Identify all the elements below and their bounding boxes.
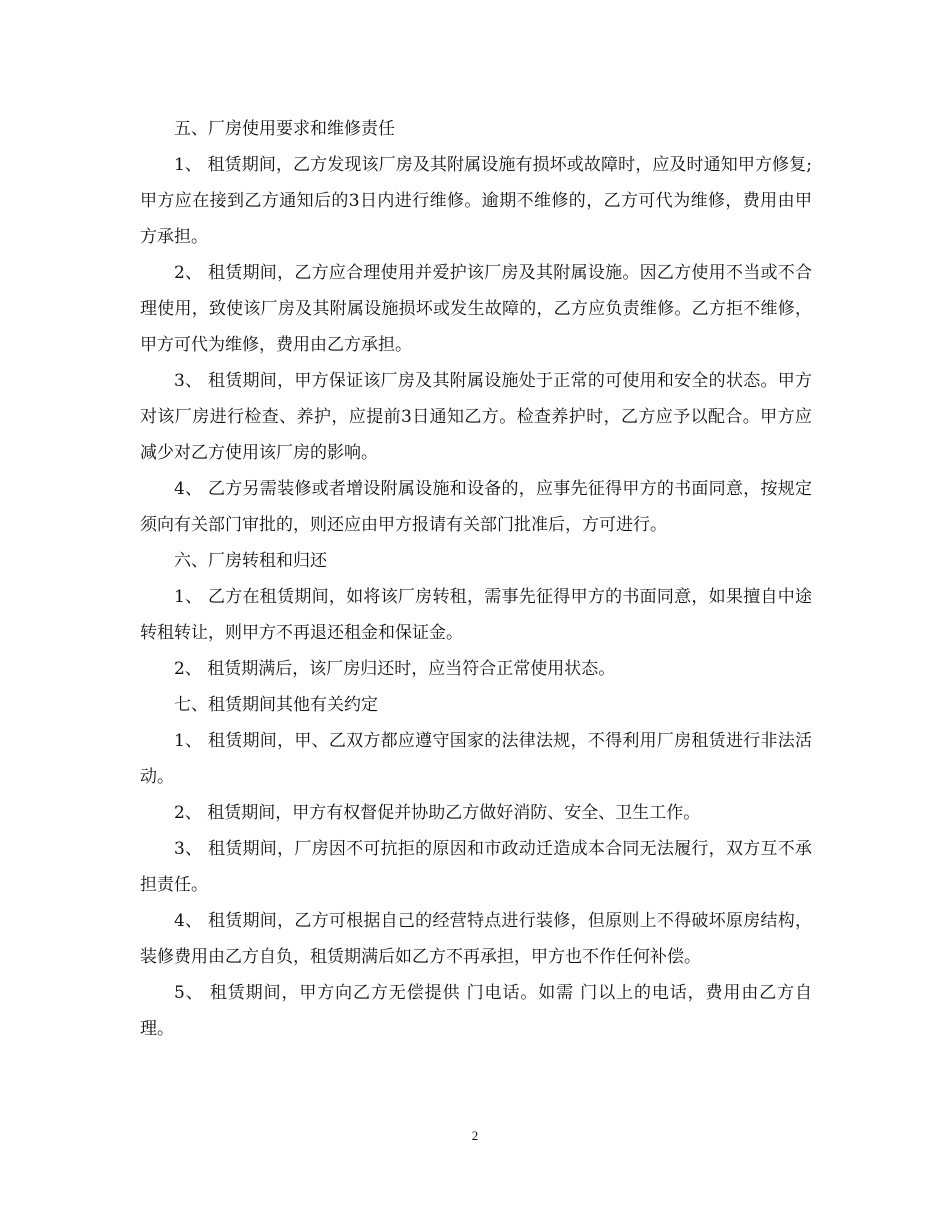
clause-7-5: 5、 租赁期间，甲方向乙方无偿提供 门电话。如需 门以上的电话，费用由乙方自理。: [140, 983, 812, 1039]
clause-7-4: 4、 租赁期间，乙方可根据自己的经营特点进行装修，但原则上不得破坏原房结构，装修费用由乙方自负，租赁期满后如乙方不再承担，甲方也不作任何补偿。: [140, 911, 812, 967]
clause-5-1: 1、 租赁期间，乙方发现该厂房及其附属设施有损坏或故障时，应及时通知甲方修复;甲方应在接到乙方通知后的3日内进行维修。逾期不维修的，乙方可代为维修，费用由甲方承担。: [140, 155, 812, 247]
clause-5-2: 2、 租赁期间，乙方应合理使用并爱护该厂房及其附属设施。因乙方使用不当或不合理使用，致使该厂房及其附属设施损坏或发生故障的，乙方应负责维修。乙方拒不维修，甲方可代为维修，费用由乙方承担。: [140, 263, 812, 355]
section-heading-5: 五、厂房使用要求和维修责任: [174, 119, 395, 139]
clause-6-2: 2、 租赁期满后，该厂房归还时，应当符合正常使用状态。: [174, 659, 616, 679]
clause-6-1: 1、 乙方在租赁期间，如将该厂房转租，需事先征得甲方的书面同意，如果擅自中途转租转让，则甲方不再退还租金和保证金。: [140, 587, 812, 643]
clause-7-2: 2、 租赁期间，甲方有权督促并协助乙方做好消防、安全、卫生工作。: [174, 803, 701, 823]
clause-7-3: 3、 租赁期间，厂房因不可抗拒的原因和市政动迁造成本合同无法履行，双方互不承担责任。: [140, 839, 812, 895]
clause-7-1: 1、 租赁期间，甲、乙双方都应遵守国家的法律法规，不得利用厂房租赁进行非法活动。: [140, 731, 812, 787]
clause-5-4: 4、 乙方另需装修或者增设附属设施和设备的，应事先征得甲方的书面同意，按规定须向有关部门审批的，则还应由甲方报请有关部门批准后，方可进行。: [140, 479, 812, 535]
page-number: 2: [471, 1128, 479, 1143]
clause-5-3: 3、 租赁期间，甲方保证该厂房及其附属设施处于正常的可使用和安全的状态。甲方对该厂房进行检查、养护，应提前3日通知乙方。检查养护时，乙方应予以配合。甲方应减少对乙方使用该厂房的影响。: [140, 371, 812, 463]
section-heading-7: 七、租赁期间其他有关约定: [174, 695, 378, 715]
document-body: [140, 111, 812, 1047]
section-heading-6: 六、厂房转租和归还: [174, 551, 327, 571]
